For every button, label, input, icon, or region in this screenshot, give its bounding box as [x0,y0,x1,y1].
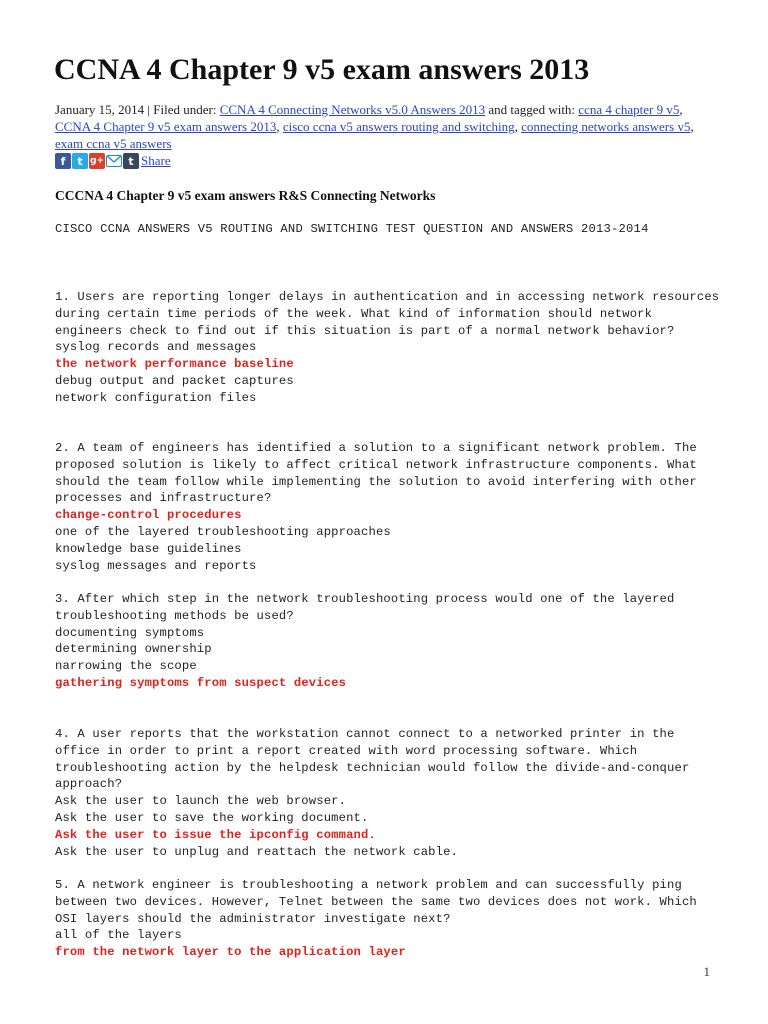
answer-option: knowledge base guidelines [55,541,242,556]
tag-link[interactable]: exam ccna v5 answers [55,135,172,151]
tag-link[interactable]: cisco ccna v5 answers routing and switching [282,118,515,134]
answer-option: Ask the user to save the working document. [55,810,369,825]
caps-heading: CISCO CCNA ANSWERS V5 ROUTING AND SWITCHING TEST QUESTION AND ANSWERS 2013-2014 [55,222,649,236]
section-subheading: CCCNA 4 Chapter 9 v5 exam answers R&S Connecting Networks [55,188,436,203]
tag-link[interactable]: CCNA 4 Chapter 9 v5 exam answers 2013 [55,118,277,134]
correct-answer: gathering symptoms from suspect devices [55,675,347,690]
question-text: 3. After which step in the network troubleshooting process would one of the layered troubleshooting methods be used? [55,592,675,623]
question-block [55,440,725,574]
question-text: 2. A team of engineers has identified a solution to a significant network problem. The proposed solution is likely to affect critical network infrastructure components. What should the team follow while implementing the solution to avoid interfering with other processes and infrastructure? [55,441,697,506]
answer-option: syslog messages and reports [55,558,257,573]
tag-link[interactable]: connecting networks answers v5 [521,118,691,134]
question-text: 5. A network engineer is troubleshooting a network problem and can successfully ping between two devices. However, Telnet between the same two devices does not work. Which OSI layers should the administrator investigate next? [55,878,697,926]
question-block [55,289,725,407]
answer-option: one of the layered troubleshooting approaches [55,524,391,539]
share-bar [55,152,171,170]
correct-answer: change-control procedures [55,508,242,523]
correct-answer: from the network layer to the application layer [55,945,406,960]
answer-option: network configuration files [55,390,257,405]
answer-option: all of the layers [55,928,182,943]
answer-option: determining ownership [55,642,212,657]
tag-link[interactable]: ccna 4 chapter 9 v5 [578,102,680,117]
question-text: 4. A user reports that the workstation cannot connect to a networked printer in the office in order to print a report created with word processing software. Which troubleshooting action by the helpdesk technician would follow the divide-and-conquer approach? [55,727,690,792]
page-title: CCNA 4 Chapter 9 v5 exam answers 2013 [54,53,590,86]
correct-answer: Ask the user to issue the ipconfig command. [55,827,376,842]
post-meta: January 15, 2014 | Filed under: CCNA 4 Connecting Networks v5.0 Answers 2013 and tagged with: ccna 4 chapter 9 v5, CCNA 4 Chapter 9 v5 exam answers 2013, cisco ccna v5 answers routing and switching, connecting networks answers v5, exam ccna v5 answers [55,102,694,151]
question-block [55,877,725,961]
tumblr-icon[interactable]: t [123,153,139,169]
answer-option: debug output and packet captures [55,373,294,388]
email-icon[interactable] [106,155,122,167]
tagged-text: and tagged with: [485,102,579,117]
answer-option: Ask the user to launch the web browser. [55,794,347,809]
share-link[interactable]: Share [141,153,171,168]
answer-option: documenting symptoms [55,625,205,640]
answer-option: Ask the user to unplug and reattach the network cable. [55,844,459,859]
google-plus-icon[interactable]: g+ [89,153,105,169]
post-date: January 15, 2014 | Filed under: [55,102,220,117]
twitter-icon[interactable]: t [72,153,88,169]
question-block [55,726,725,860]
page-number: 1 [703,964,710,979]
facebook-icon[interactable]: f [55,153,71,169]
category-link[interactable]: CCNA 4 Connecting Networks v5.0 Answers 2013 [219,102,486,117]
question-block [55,591,725,692]
answer-option: syslog records and messages [55,340,257,355]
question-text: 1. Users are reporting longer delays in authentication and in accessing network resources during certain time periods of the week. What kind of information should network engineers check to find out if this situation is part of a normal network behavior? [55,290,720,338]
correct-answer: the network performance baseline [55,357,294,372]
answer-option: narrowing the scope [55,659,197,674]
